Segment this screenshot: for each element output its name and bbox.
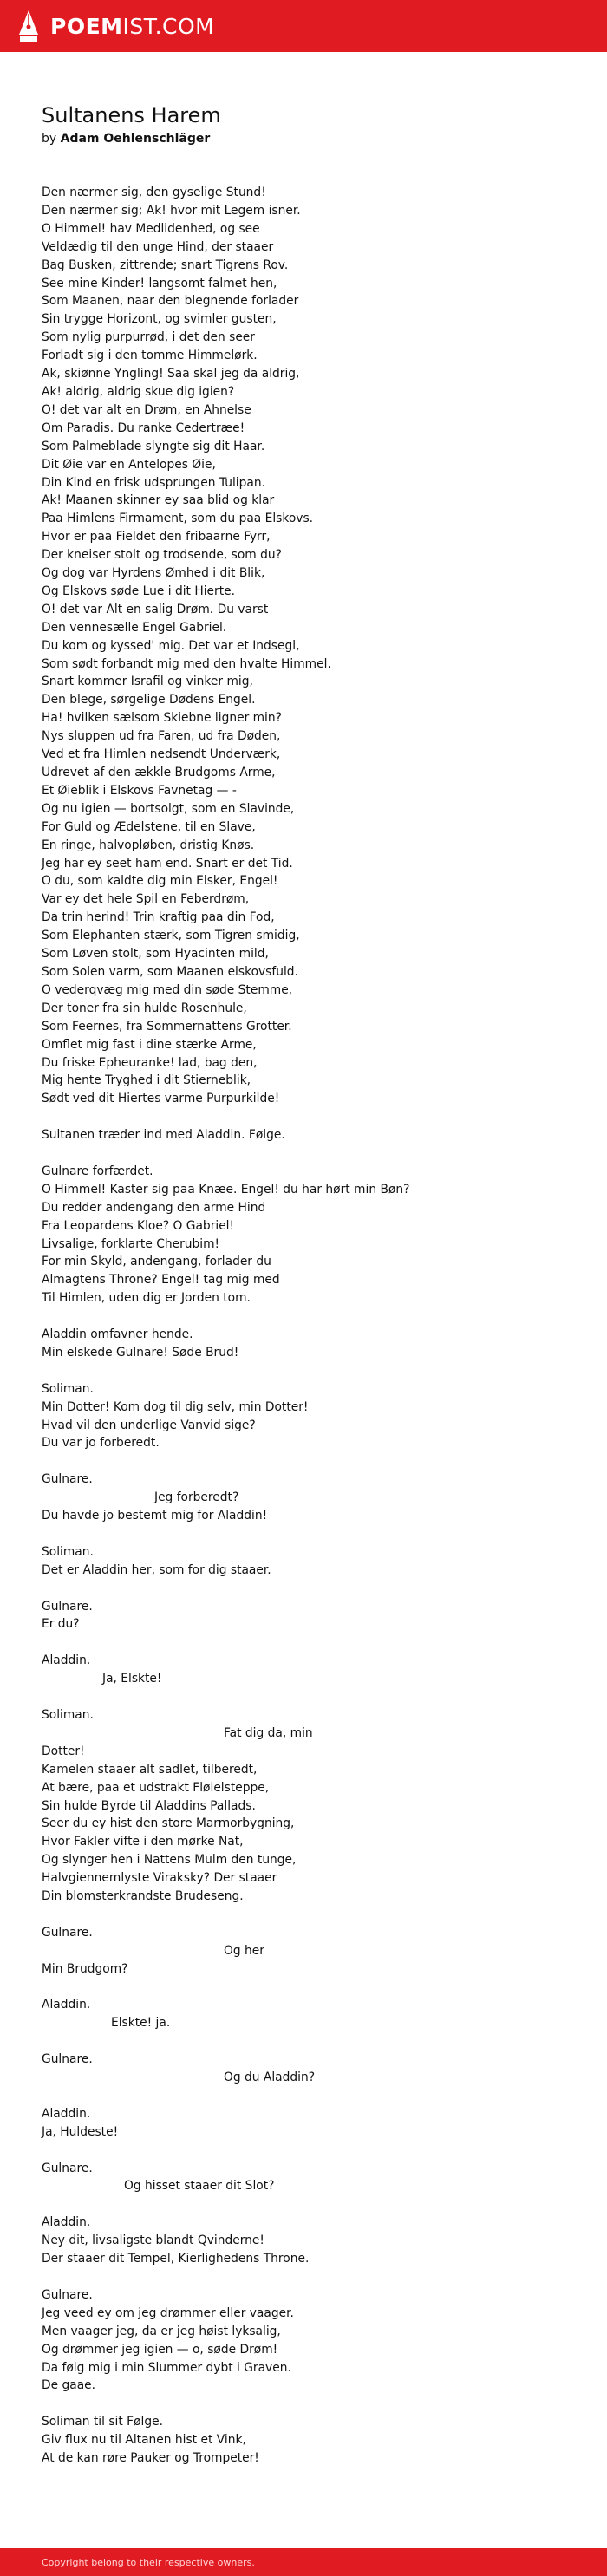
poem-line: Og dog var Hyrdens Ømhed i dit Blik, <box>42 566 265 581</box>
poem-line: Den blege, sørgelige Dødens Engel. <box>42 693 256 708</box>
poem-stanza <box>42 1652 579 1688</box>
poem-line: Dotter! <box>42 1744 85 1758</box>
poem-line: Aladdin omfavner hende. <box>42 1327 193 1342</box>
poem-line: Paa Himlens Firmament, som du paa Elskovs. <box>42 512 314 526</box>
poem-line: Sultanen træder ind med Aladdin. Følge. <box>42 1128 285 1143</box>
poem-line: Den nærmer sig; Ak! hvor mit Legem isner. <box>42 203 301 218</box>
poem-line: Fat dig da, min <box>224 1725 313 1740</box>
poem-line: Soliman. <box>42 1381 94 1396</box>
poem-stanza <box>42 2051 579 2087</box>
poem-line: Men vaager jeg, da er jeg høist lyksalig, <box>42 2324 281 2338</box>
poem-line: Sin hulde Byrde til Aladdins Pallads. <box>42 1798 256 1813</box>
poem-line: Og nu igien — bortsolgt, som en Slavinde, <box>42 801 295 816</box>
copyright-notice: Copyright belong to their respective owners. <box>42 2556 255 2568</box>
poem-line: Om Paradis. Du ranke Cedertræe! <box>42 421 245 435</box>
poem-line: Dit Øie var en Antelopes Øie, <box>42 457 216 472</box>
poem-line: Der toner fra sin hulde Rosenhule, <box>42 1001 247 1015</box>
poem-line: Var ey det hele Spil en Feberdrøm, <box>42 892 250 907</box>
poem-stanza <box>42 1326 579 1362</box>
poem-line: Elskte! ja. <box>111 2016 171 2031</box>
poem-line: Gulnare. <box>42 1925 93 1940</box>
byline-prefix: by <box>42 132 57 146</box>
poem-line: Jeg forberedt? <box>154 1490 239 1505</box>
poem-line: Omflet mig fast i dine stærke Arme, <box>42 1037 257 1052</box>
poem-line: Og drømmer jeg igien — o, søde Drøm! <box>42 2342 278 2357</box>
poem-line: Sødt ved dit Hiertes varme Purpurkilde! <box>42 1092 280 1106</box>
poem-line: Ney dit, livsaligste blandt Qvinderne! <box>42 2234 264 2248</box>
poem-line: Min elskede Gulnare! Søde Brud! <box>42 1345 239 1360</box>
poem-line: Ved et fra Himlen nedsendt Underværk, <box>42 747 281 762</box>
poem-line: O du, som kaldte dig min Elsker, Engel! <box>42 874 278 889</box>
poem-line: Til Himlen, uden dig er Jorden tom. <box>42 1291 251 1306</box>
poem-line: Giv flux nu til Altanen hist et Vink, <box>42 2433 246 2448</box>
poem-line: Og du Aladdin? <box>224 2071 316 2085</box>
poem-line: Sin trygge Horizont, og svimler gusten, <box>42 312 277 327</box>
poem-line: En ringe, halvopløben, dristig Knøs. <box>42 838 255 852</box>
poem-line: O Himmel! Kaster sig paa Knæe. Engel! du har hørt min Bøn? <box>42 1182 410 1197</box>
poem-stanza <box>42 2160 579 2196</box>
poem-line: Bag Busken, zittrende; snart Tigrens Rov. <box>42 258 289 272</box>
poem-line: Du redder andengang den arme Hind <box>42 1200 266 1215</box>
poem-line: Soliman. <box>42 1544 94 1559</box>
poem-line: See mine Kinder! langsomt falmet hen, <box>42 276 277 290</box>
poem-stanza <box>42 2105 579 2142</box>
poem-line: Den nærmer sig, den gyselige Stund! <box>42 186 266 199</box>
poem-line: De gaae. <box>42 2378 96 2393</box>
poem-line: O! det var alt en Drøm, en Ahnelse <box>42 402 251 417</box>
logo-bold-text: POEM <box>50 13 123 39</box>
poem-line: Du var jo forberedt. <box>42 1436 160 1451</box>
poem-byline <box>42 130 579 147</box>
poem-line: Soliman til sit Følge. <box>42 2415 164 2429</box>
poem-line: Gulnare. <box>42 2052 93 2067</box>
poem-title: Sultanens Harem <box>42 103 221 127</box>
poem-article <box>42 102 579 2486</box>
poem-line: At bære, paa et udstrakt Fløielsteppe, <box>42 1780 270 1795</box>
poem-line: Hvad vil den underlige Vanvid sige? <box>42 1418 256 1432</box>
poem-body <box>42 184 579 2468</box>
poem-line: Veldædig til den unge Hind, der staaer <box>42 239 274 254</box>
poem-stanza <box>42 1163 579 1308</box>
poem-stanza <box>42 1598 579 1634</box>
poem-line: Gulnare. <box>42 1472 93 1487</box>
poem-line: Ja, Huldeste! <box>42 2124 119 2139</box>
poem-line: Nys sluppen ud fra Faren, ud fra Døden, <box>42 729 281 744</box>
poem-line: Den vennesælle Engel Gabriel. <box>42 620 227 635</box>
poem-line: Du kom og kyssed' mig. Det var et Indsegl, <box>42 638 300 653</box>
poem-line: Der kneiser stolt og trodsende, som du? <box>42 548 282 563</box>
poem-line: Aladdin. <box>42 2106 91 2121</box>
poem-line: O! det var Alt en salig Drøm. Du varst <box>42 602 269 616</box>
poem-stanza <box>42 1996 579 2032</box>
poem-line: Ak! aldrig, aldrig skue dig igien? <box>42 384 235 399</box>
poem-line: Hvor Fakler vifte i den mørke Nat, <box>42 1835 244 1849</box>
poem-line: Ja, Elskte! <box>102 1672 162 1686</box>
poem-line: Forladt sig i den tomme Himmelørk. <box>42 349 258 363</box>
poem-line: Og Elskovs søde Lue i dit Hierte. <box>42 584 236 598</box>
poem-line: Og slynger hen i Nattens Mulm den tunge, <box>42 1853 297 1868</box>
poem-line: Aladdin. <box>42 1653 91 1668</box>
poem-line: Min Brudgom? <box>42 1961 128 1976</box>
poem-line: Fra Leopardens Kloe? O Gabriel! <box>42 1218 235 1233</box>
poem-stanza <box>42 2286 579 2395</box>
poem-line: Gulnare. <box>42 2161 93 2175</box>
site-logo[interactable] <box>50 13 215 39</box>
poem-line: Snart kommer Israfil og vinker mig, <box>42 675 253 689</box>
poem-line: Ak! Maanen skinner ey saa blid og klar <box>42 493 275 508</box>
poem-line: Som Elephanten stærk, som Tigren smidig, <box>42 929 300 943</box>
poem-line: Som Solen varm, som Maanen elskovsfuld. <box>42 964 298 979</box>
poem-line: Som Palmeblade slyngte sig dit Haar. <box>42 439 265 453</box>
poem-line: Din Kind en frisk udsprungen Tulipan. <box>42 475 265 490</box>
poem-line: Jeg veed ey om jeg drømmer eller vaager. <box>42 2305 294 2320</box>
poem-line: Gulnare. <box>42 1599 93 1614</box>
poem-line: Seer du ey hist den store Marmorbygning, <box>42 1816 295 1831</box>
poem-line: Som Maanen, naar den blegnende forlader <box>42 294 299 309</box>
poem-line: Da følg mig i min Slummer dybt i Graven. <box>42 2360 291 2375</box>
poem-line: Som nylig purpurrød, i det den seer <box>42 330 255 345</box>
poem-line: Og hisset staaer dit Slot? <box>124 2179 275 2194</box>
poem-line: Et Øieblik i Elskovs Favnetag — - <box>42 783 237 798</box>
poem-line: Soliman. <box>42 1707 94 1722</box>
poem-line: Livsalige, forklarte Cherubim! <box>42 1236 220 1251</box>
poem-line: Kamelen staaer alt sadlet, tilberedt, <box>42 1762 258 1777</box>
poem-line: O vederqvæg mig med din søde Stemme, <box>42 982 293 997</box>
poem-line: Som sødt forbandt mig med den hvalte Himmel. <box>42 656 331 671</box>
poem-stanza <box>42 1471 579 1525</box>
poem-line: Du havde jo bestemt mig for Aladdin! <box>42 1509 268 1523</box>
poem-line: Gulnare forfærdet. <box>42 1164 153 1178</box>
poem-line: Som Løven stolt, som Hyacinten mild, <box>42 947 269 962</box>
poem-line: Udrevet af den ækkle Brudgoms Arme, <box>42 766 276 779</box>
poem-line: Aladdin. <box>42 2215 91 2230</box>
poem-line: Er du? <box>42 1617 80 1632</box>
poem-line: Mig hente Tryghed i dit Stierneblik, <box>42 1073 251 1088</box>
poem-stanza <box>42 1924 579 1979</box>
poem-line: Jeg har ey seet ham end. Snart er det Tid. <box>42 856 293 871</box>
poem-line: Almagtens Throne? Engel! tag mig med <box>42 1273 280 1288</box>
poem-stanza <box>42 1380 579 1453</box>
poem-line: For min Skyld, andengang, forlader du <box>42 1255 271 1269</box>
poem-line: Din blomsterkrandste Brudeseng. <box>42 1889 244 1904</box>
poem-stanza <box>42 1543 579 1580</box>
poem-stanza <box>42 2214 579 2268</box>
pen-nib-icon[interactable] <box>17 9 40 43</box>
poem-line: Halvgiennemlyste Viraksky? Der staaer <box>42 1871 277 1886</box>
poem-line: Ha! hvilken sælsom Skiebne ligner min? <box>42 711 282 726</box>
poem-line: Der staaer dit Tempel, Kierlighedens Throne. <box>42 2252 310 2266</box>
site-footer <box>0 2548 607 2576</box>
poem-stanza <box>42 1126 579 1145</box>
poem-stanza <box>42 1706 579 1906</box>
poem-line: Du friske Epheuranke! lad, bag den, <box>42 1055 258 1070</box>
poem-stanza <box>42 2413 579 2468</box>
poem-line: Ak, skiønne Yngling! Saa skal jeg da aldrig, <box>42 367 300 382</box>
poem-line: Min Dotter! Kom dog til dig selv, min Dotter! <box>42 1399 309 1414</box>
author-name[interactable]: Adam Oehlenschläger <box>60 132 211 146</box>
poem-line: Da trin herind! Trin kraftig paa din Fod, <box>42 910 275 925</box>
poem-line: At de kan røre Pauker og Trompeter! <box>42 2451 259 2466</box>
poem-line: Hvor er paa Fieldet den fribaarne Fyrr, <box>42 530 271 545</box>
logo-light-text: IST.COM <box>122 13 215 39</box>
poem-line: Gulnare. <box>42 2287 93 2302</box>
poem-line: Og her <box>224 1943 264 1958</box>
poem-stanza <box>42 184 579 1108</box>
poem-line: O Himmel! hav Medlidenhed, og see <box>42 221 260 236</box>
poem-line: Det er Aladdin her, som for dig staaer. <box>42 1562 271 1577</box>
poem-line: Som Feernes, fra Sommernattens Grotter. <box>42 1019 292 1034</box>
poem-line: Aladdin. <box>42 1998 91 2012</box>
site-header <box>0 0 607 52</box>
poem-line: For Guld og Ædelstene, til en Slave, <box>42 819 256 834</box>
